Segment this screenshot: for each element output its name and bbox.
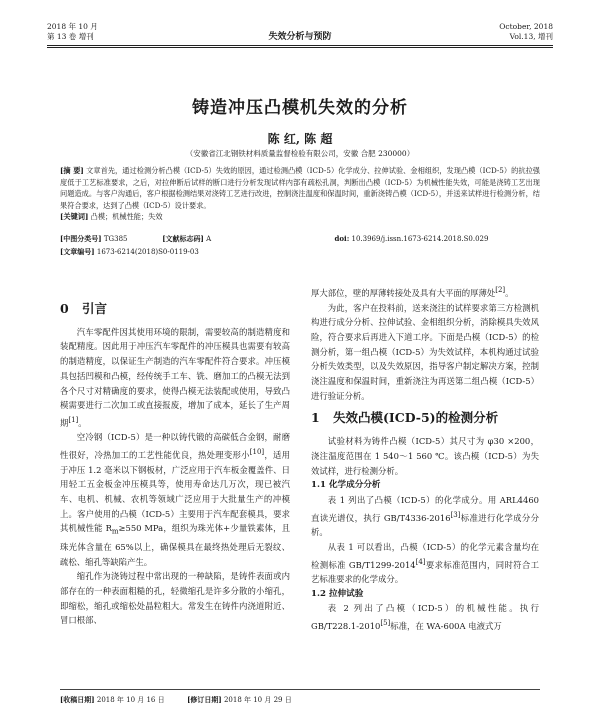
section-title: 引言 <box>82 301 108 316</box>
footer-rule <box>60 689 540 690</box>
citation: [3] <box>450 510 461 519</box>
clc-label: [中图分类号] <box>60 234 102 243</box>
section-title: 失效凸模(ICD-5)的检测分析 <box>333 410 499 426</box>
header-date: 2018 年 10 月 <box>47 22 98 31</box>
paragraph-text: 标准进行化学成分分析。 <box>311 512 539 538</box>
received-label: [收稿日期] <box>60 695 95 704</box>
paper-title: 铸造冲压凸模机失效的分析 <box>192 98 408 118</box>
article-id: 1673-6214(2018)S0-0119-03 <box>96 247 199 256</box>
paragraph-text: 汽车零配件因其使用环境的限制，需要较高的制造精度和装配精度。因此用于冲压汽车零配件的冲压模具也需要有较高的制造精度，以保证生产制造的汽车零配件符合要求。冲压模具包括凹模和凸模，经传统手工车、铣、磨加工的凸模无法到各个尺寸对精确度的要求，使得凸模无法装配或使用，导致凸模需要进行二次加工或直接报废，增加了成本，延长了生产周期 <box>60 326 290 428</box>
clc-number: TG385 <box>103 235 128 243</box>
revised-date: 2018 年 10 月 29 日 <box>223 696 292 704</box>
header-rule-thin <box>47 47 553 48</box>
paragraph-text: 空冷钢（ICD-5）是一种以铸代锻的高碳低合金钢，耐磨性很好，冷热加工的工艺性能优良，热处理变形小 <box>60 432 290 460</box>
paragraph-text: 缩孔作为浇铸过程中常出现的一种缺陷，是铸件表面或内部存在的一种表面粗糙的孔，轻微缩孔是许多分散的小缩孔，即缩松，缩孔或缩松处晶粒粗大。常发生在铸件内浇道附近、冒口根部、 <box>60 571 290 626</box>
article-meta <box>60 233 488 258</box>
citation: [1] <box>68 415 79 424</box>
header-volume-en: Vol.13, 增刊 <box>509 32 553 41</box>
footnote-dates <box>60 695 540 705</box>
paragraph <box>311 434 539 478</box>
paragraph-text: 。 <box>505 287 514 298</box>
paragraph <box>60 325 290 431</box>
section-heading-1 <box>311 411 539 426</box>
subsection-heading-1-2: 1.2 拉伸试验 <box>311 588 364 599</box>
keywords-label: [关键词] <box>60 212 89 221</box>
running-header-right <box>499 22 553 42</box>
received-date: 2018 年 10 月 16 日 <box>96 696 165 704</box>
paragraph-text: 标准，在 WA-600A 电液式万 <box>390 620 502 631</box>
paragraph-text: 。 <box>78 417 87 428</box>
paragraph <box>311 283 539 301</box>
paragraph <box>311 601 539 633</box>
keywords: 凸模；机械性能；失效 <box>90 212 163 221</box>
paragraph <box>311 540 539 587</box>
paragraph-text: 为此，客户在投料前，送来浇注的试样要求第三方检测机构进行成分分析、拉伸试验、金相组织分析，消除模具失效风险，符合要求后再进入下道工序。下面是凸模（ICD-5）的检测分析，第一组凸模（ICD-5）为失效试样，本机构通过试验分析失效类型，以及失效原因，指导客户制定解决方案，控制浇注温度和保温时间，重新浇注为再送第二组凸模（ICD-5）进行验证分析。 <box>311 302 539 401</box>
authors: 陈 红, 陈 超 <box>267 132 333 146</box>
paragraph-text: 表 1 列出了凸模（ICD-5）的化学成分。用 ARL4460 直读光谱仪，执行 GB/T4336-2016 <box>311 494 539 523</box>
header-volume: 第 13 卷 增刊 <box>47 32 94 41</box>
paragraph <box>60 569 290 628</box>
paragraph-text: ，适用于冲压 1.2 毫米以下钢板材，广泛应用于汽车板金覆盖件、日用轻工五金板金冲压模具等，使用寿命达几万次，现已被汽车、电机、机械、农机等领域广泛应用于大批量生产的冲模上。客户使用的凸模（ICD-5）主要用于汽车配套模具，要求其机械性能 R <box>60 449 291 534</box>
doc-code: A <box>206 235 212 243</box>
section-number: 1 <box>311 410 320 426</box>
section-heading-introduction <box>60 302 290 317</box>
paragraph-text: 厚大部位，壁的厚薄转接处及具有大平面的厚薄处 <box>311 287 496 298</box>
header-date-en: October, 2018 <box>499 22 553 31</box>
left-column <box>60 298 290 628</box>
journal-name: 失效分析与预防 <box>268 32 332 42</box>
paragraph-text: 要求标准范围内，同时符合工艺标准要求的化学成分。 <box>311 559 540 585</box>
doc-code-label: [文献标志码] <box>162 234 204 243</box>
paragraph-text: ≥550 MPa，组织为珠光体+少量铁素体，且珠光体含量在 65%以上，确保模具在最终热处理后无裂纹、疏松、缩孔等缺陷产生。 <box>60 523 290 567</box>
citation: [10] <box>249 448 265 457</box>
abstract-text: 文章首先，通过检测分析凸模（ICD-5）失效的原因，通过检测凸模（ICD-5）化学成分、拉伸试验、金相组织，发现凸模（ICD-5）的抗拉强度低于工艺标准要求，之后，对拉伸断后试样的断口进行分析发现试样内部有疏松孔洞，判断出凸模（ICD-5）为机械性能失效，可能是浇铸工艺出现问题造成。与客户沟通后，客户根据检测结果对浇铸工艺进行改进，控制浇注温度和保温时间，重新浇铸凸模（ICD-5），并送来试样进行检测分析，结果符合要求，达到了凸模（ICD-5）设计要求。 <box>60 166 540 210</box>
paragraph-text: 表 2 列出了凸模（ICD-5）的机械性能。执行 GB/T228.1-2010 <box>311 603 539 631</box>
paragraph <box>60 430 290 569</box>
paragraph-text: 从表 1 可以看出，凸模（ICD-5）的化学元素含量均在检测标准 GB/T1299-2014 <box>311 541 539 570</box>
section-number: 0 <box>60 301 69 316</box>
subsection-heading-1-1: 1.1 化学成分分析 <box>311 480 381 491</box>
abstract <box>60 165 540 223</box>
citation: [4] <box>415 557 426 566</box>
doi: 10.3969/j.issn.1673-6214.2018.S0.029 <box>351 235 489 243</box>
article-id-label: [文章编号] <box>60 246 95 256</box>
subscript: m <box>111 528 119 537</box>
paragraph <box>311 493 539 540</box>
abstract-label: [摘 要] <box>60 166 84 175</box>
citation: [2] <box>495 286 506 294</box>
affiliation: （安徽省江北钢铁材料质量监督检验有限公司，安徽 合肥 230000） <box>185 149 415 158</box>
paragraph-text: 试验材料为铸件凸模（ICD-5）其尺寸为 φ30 ×200，浇注温度范围在 1 540～1 560 ℃。该凸模（ICD-5）为失效试样，进行检测分析。 <box>311 436 539 476</box>
citation: [5] <box>380 619 391 628</box>
header-rule <box>47 45 553 46</box>
paragraph <box>311 301 539 404</box>
right-column <box>311 283 539 634</box>
revised-label: [修订日期] <box>187 695 222 704</box>
doi-label: doi: <box>334 234 350 243</box>
